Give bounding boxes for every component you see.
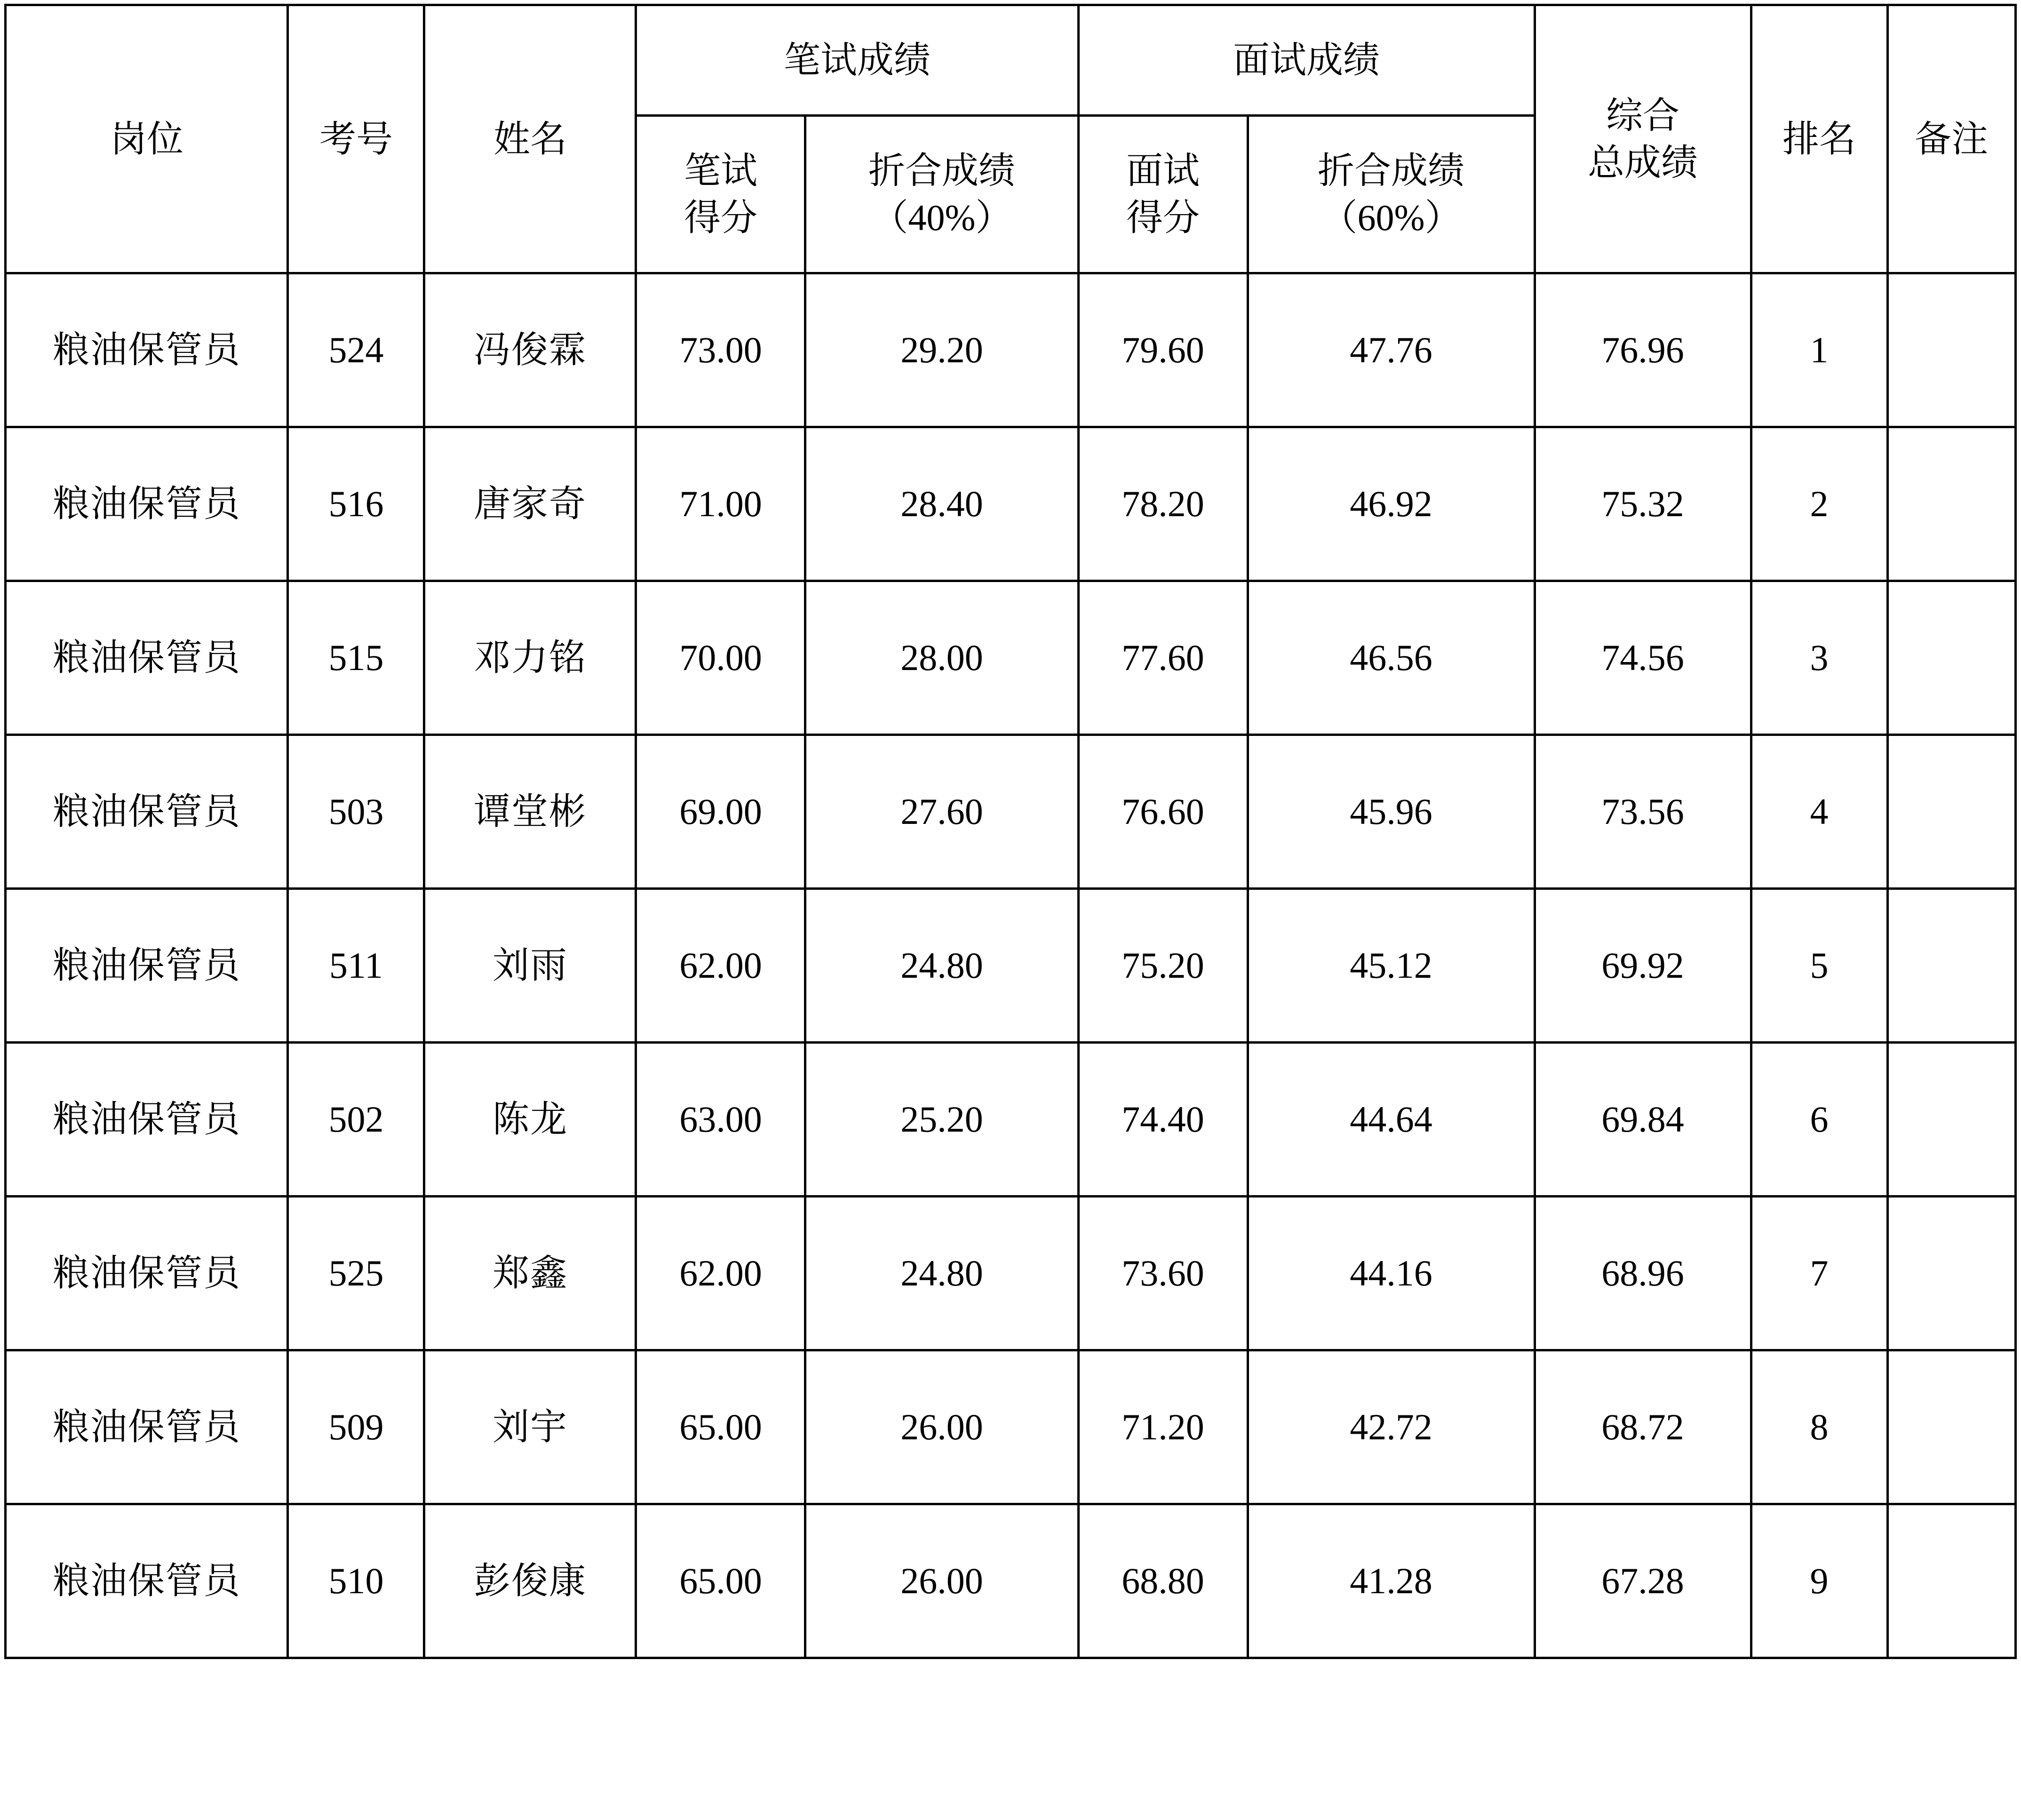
cell-total: 76.96 [1535, 273, 1751, 427]
cell-written-converted: 28.00 [805, 581, 1078, 735]
cell-interview-converted: 41.28 [1248, 1504, 1535, 1658]
cell-written-converted: 29.20 [805, 273, 1078, 427]
cell-rank: 2 [1751, 427, 1887, 581]
cell-remark [1887, 1350, 2015, 1504]
cell-exam-no: 502 [288, 1043, 424, 1197]
cell-written-converted: 24.80 [805, 889, 1078, 1043]
cell-written-converted: 27.60 [805, 735, 1078, 889]
cell-interview-score: 75.20 [1078, 889, 1248, 1043]
cell-position: 粮油保管员 [6, 273, 288, 427]
cell-written-score: 73.00 [636, 273, 805, 427]
table-row [6, 581, 2015, 735]
cell-remark [1887, 1043, 2015, 1197]
cell-interview-score: 71.20 [1078, 1350, 1248, 1504]
cell-rank: 4 [1751, 735, 1887, 889]
cell-position: 粮油保管员 [6, 1043, 288, 1197]
cell-interview-score: 78.20 [1078, 427, 1248, 581]
cell-exam-no: 516 [288, 427, 424, 581]
cell-rank: 5 [1751, 889, 1887, 1043]
header-interview-converted-line1: 折合成绩 [1318, 150, 1465, 192]
cell-exam-no: 515 [288, 581, 424, 735]
cell-written-score: 65.00 [636, 1504, 805, 1658]
header-interview-group: 面试成绩 [1078, 5, 1535, 116]
cell-position: 粮油保管员 [6, 1350, 288, 1504]
table-row [6, 1350, 2015, 1504]
cell-interview-converted: 44.64 [1248, 1043, 1535, 1197]
cell-interview-score: 68.80 [1078, 1504, 1248, 1658]
header-written-score [636, 116, 805, 273]
table-row [6, 427, 2015, 581]
header-name: 姓名 [424, 5, 636, 273]
cell-name: 陈龙 [424, 1043, 636, 1197]
cell-name: 郑鑫 [424, 1197, 636, 1350]
cell-total: 75.32 [1535, 427, 1751, 581]
cell-rank: 6 [1751, 1043, 1887, 1197]
cell-rank: 1 [1751, 273, 1887, 427]
table-header-row-1 [6, 5, 2015, 116]
cell-position: 粮油保管员 [6, 735, 288, 889]
cell-remark [1887, 1197, 2015, 1350]
cell-written-score: 70.00 [636, 581, 805, 735]
cell-total: 67.28 [1535, 1504, 1751, 1658]
cell-total: 68.96 [1535, 1197, 1751, 1350]
cell-written-converted: 24.80 [805, 1197, 1078, 1350]
cell-remark [1887, 273, 2015, 427]
header-written-converted-line1: 折合成绩 [868, 150, 1015, 192]
header-interview-score-line2: 得分 [1126, 197, 1200, 238]
table-header [6, 5, 2015, 273]
cell-interview-converted: 46.92 [1248, 427, 1535, 581]
cell-interview-score: 79.60 [1078, 273, 1248, 427]
header-interview-score-line1: 面试 [1126, 150, 1200, 192]
cell-position: 粮油保管员 [6, 1504, 288, 1658]
header-rank: 排名 [1751, 5, 1887, 273]
cell-remark [1887, 427, 2015, 581]
table-body [6, 273, 2015, 1658]
cell-interview-converted: 45.96 [1248, 735, 1535, 889]
cell-written-score: 65.00 [636, 1350, 805, 1504]
cell-interview-converted: 45.12 [1248, 889, 1535, 1043]
cell-total: 68.72 [1535, 1350, 1751, 1504]
cell-exam-no: 503 [288, 735, 424, 889]
cell-total: 69.92 [1535, 889, 1751, 1043]
cell-position: 粮油保管员 [6, 889, 288, 1043]
cell-rank: 8 [1751, 1350, 1887, 1504]
cell-exam-no: 524 [288, 273, 424, 427]
cell-written-converted: 26.00 [805, 1350, 1078, 1504]
cell-written-score: 63.00 [636, 1043, 805, 1197]
header-written-converted [805, 116, 1078, 273]
cell-interview-score: 77.60 [1078, 581, 1248, 735]
cell-written-score: 69.00 [636, 735, 805, 889]
cell-rank: 3 [1751, 581, 1887, 735]
cell-interview-score: 73.60 [1078, 1197, 1248, 1350]
cell-total: 69.84 [1535, 1043, 1751, 1197]
cell-written-score: 62.00 [636, 889, 805, 1043]
header-interview-converted-line2: （60%） [1321, 197, 1462, 238]
cell-written-converted: 25.20 [805, 1043, 1078, 1197]
header-remark: 备注 [1887, 5, 2015, 273]
cell-total: 74.56 [1535, 581, 1751, 735]
cell-rank: 7 [1751, 1197, 1887, 1350]
cell-interview-score: 74.40 [1078, 1043, 1248, 1197]
header-written-group: 笔试成绩 [636, 5, 1078, 116]
header-position: 岗位 [6, 5, 288, 273]
cell-position: 粮油保管员 [6, 427, 288, 581]
cell-remark [1887, 1504, 2015, 1658]
table-row [6, 1043, 2015, 1197]
cell-written-converted: 28.40 [805, 427, 1078, 581]
header-total-line2: 总成绩 [1588, 142, 1698, 183]
cell-name: 冯俊霖 [424, 273, 636, 427]
cell-rank: 9 [1751, 1504, 1887, 1658]
cell-name: 谭堂彬 [424, 735, 636, 889]
cell-exam-no: 525 [288, 1197, 424, 1350]
cell-name: 邓力铭 [424, 581, 636, 735]
header-written-converted-line2: （40%） [871, 197, 1012, 238]
table-row [6, 273, 2015, 427]
cell-interview-converted: 42.72 [1248, 1350, 1535, 1504]
cell-exam-no: 511 [288, 889, 424, 1043]
cell-name: 唐家奇 [424, 427, 636, 581]
header-total-line1: 综合 [1606, 95, 1680, 136]
header-written-score-line1: 笔试 [684, 150, 757, 192]
cell-exam-no: 509 [288, 1350, 424, 1504]
table-row [6, 1197, 2015, 1350]
table-row [6, 889, 2015, 1043]
cell-interview-converted: 47.76 [1248, 273, 1535, 427]
header-interview-score [1078, 116, 1248, 273]
cell-remark [1887, 735, 2015, 889]
cell-written-score: 71.00 [636, 427, 805, 581]
cell-exam-no: 510 [288, 1504, 424, 1658]
cell-interview-converted: 46.56 [1248, 581, 1535, 735]
cell-position: 粮油保管员 [6, 581, 288, 735]
cell-interview-converted: 44.16 [1248, 1197, 1535, 1350]
header-total [1535, 5, 1751, 273]
table-row [6, 735, 2015, 889]
score-table [4, 4, 2016, 1659]
cell-written-score: 62.00 [636, 1197, 805, 1350]
cell-written-converted: 26.00 [805, 1504, 1078, 1658]
cell-interview-score: 76.60 [1078, 735, 1248, 889]
cell-position: 粮油保管员 [6, 1197, 288, 1350]
cell-name: 彭俊康 [424, 1504, 636, 1658]
cell-remark [1887, 889, 2015, 1043]
cell-name: 刘宇 [424, 1350, 636, 1504]
header-written-score-line2: 得分 [684, 197, 757, 238]
cell-remark [1887, 581, 2015, 735]
cell-total: 73.56 [1535, 735, 1751, 889]
table-row [6, 1504, 2015, 1658]
cell-name: 刘雨 [424, 889, 636, 1043]
header-exam-no: 考号 [288, 5, 424, 273]
header-interview-converted [1248, 116, 1535, 273]
